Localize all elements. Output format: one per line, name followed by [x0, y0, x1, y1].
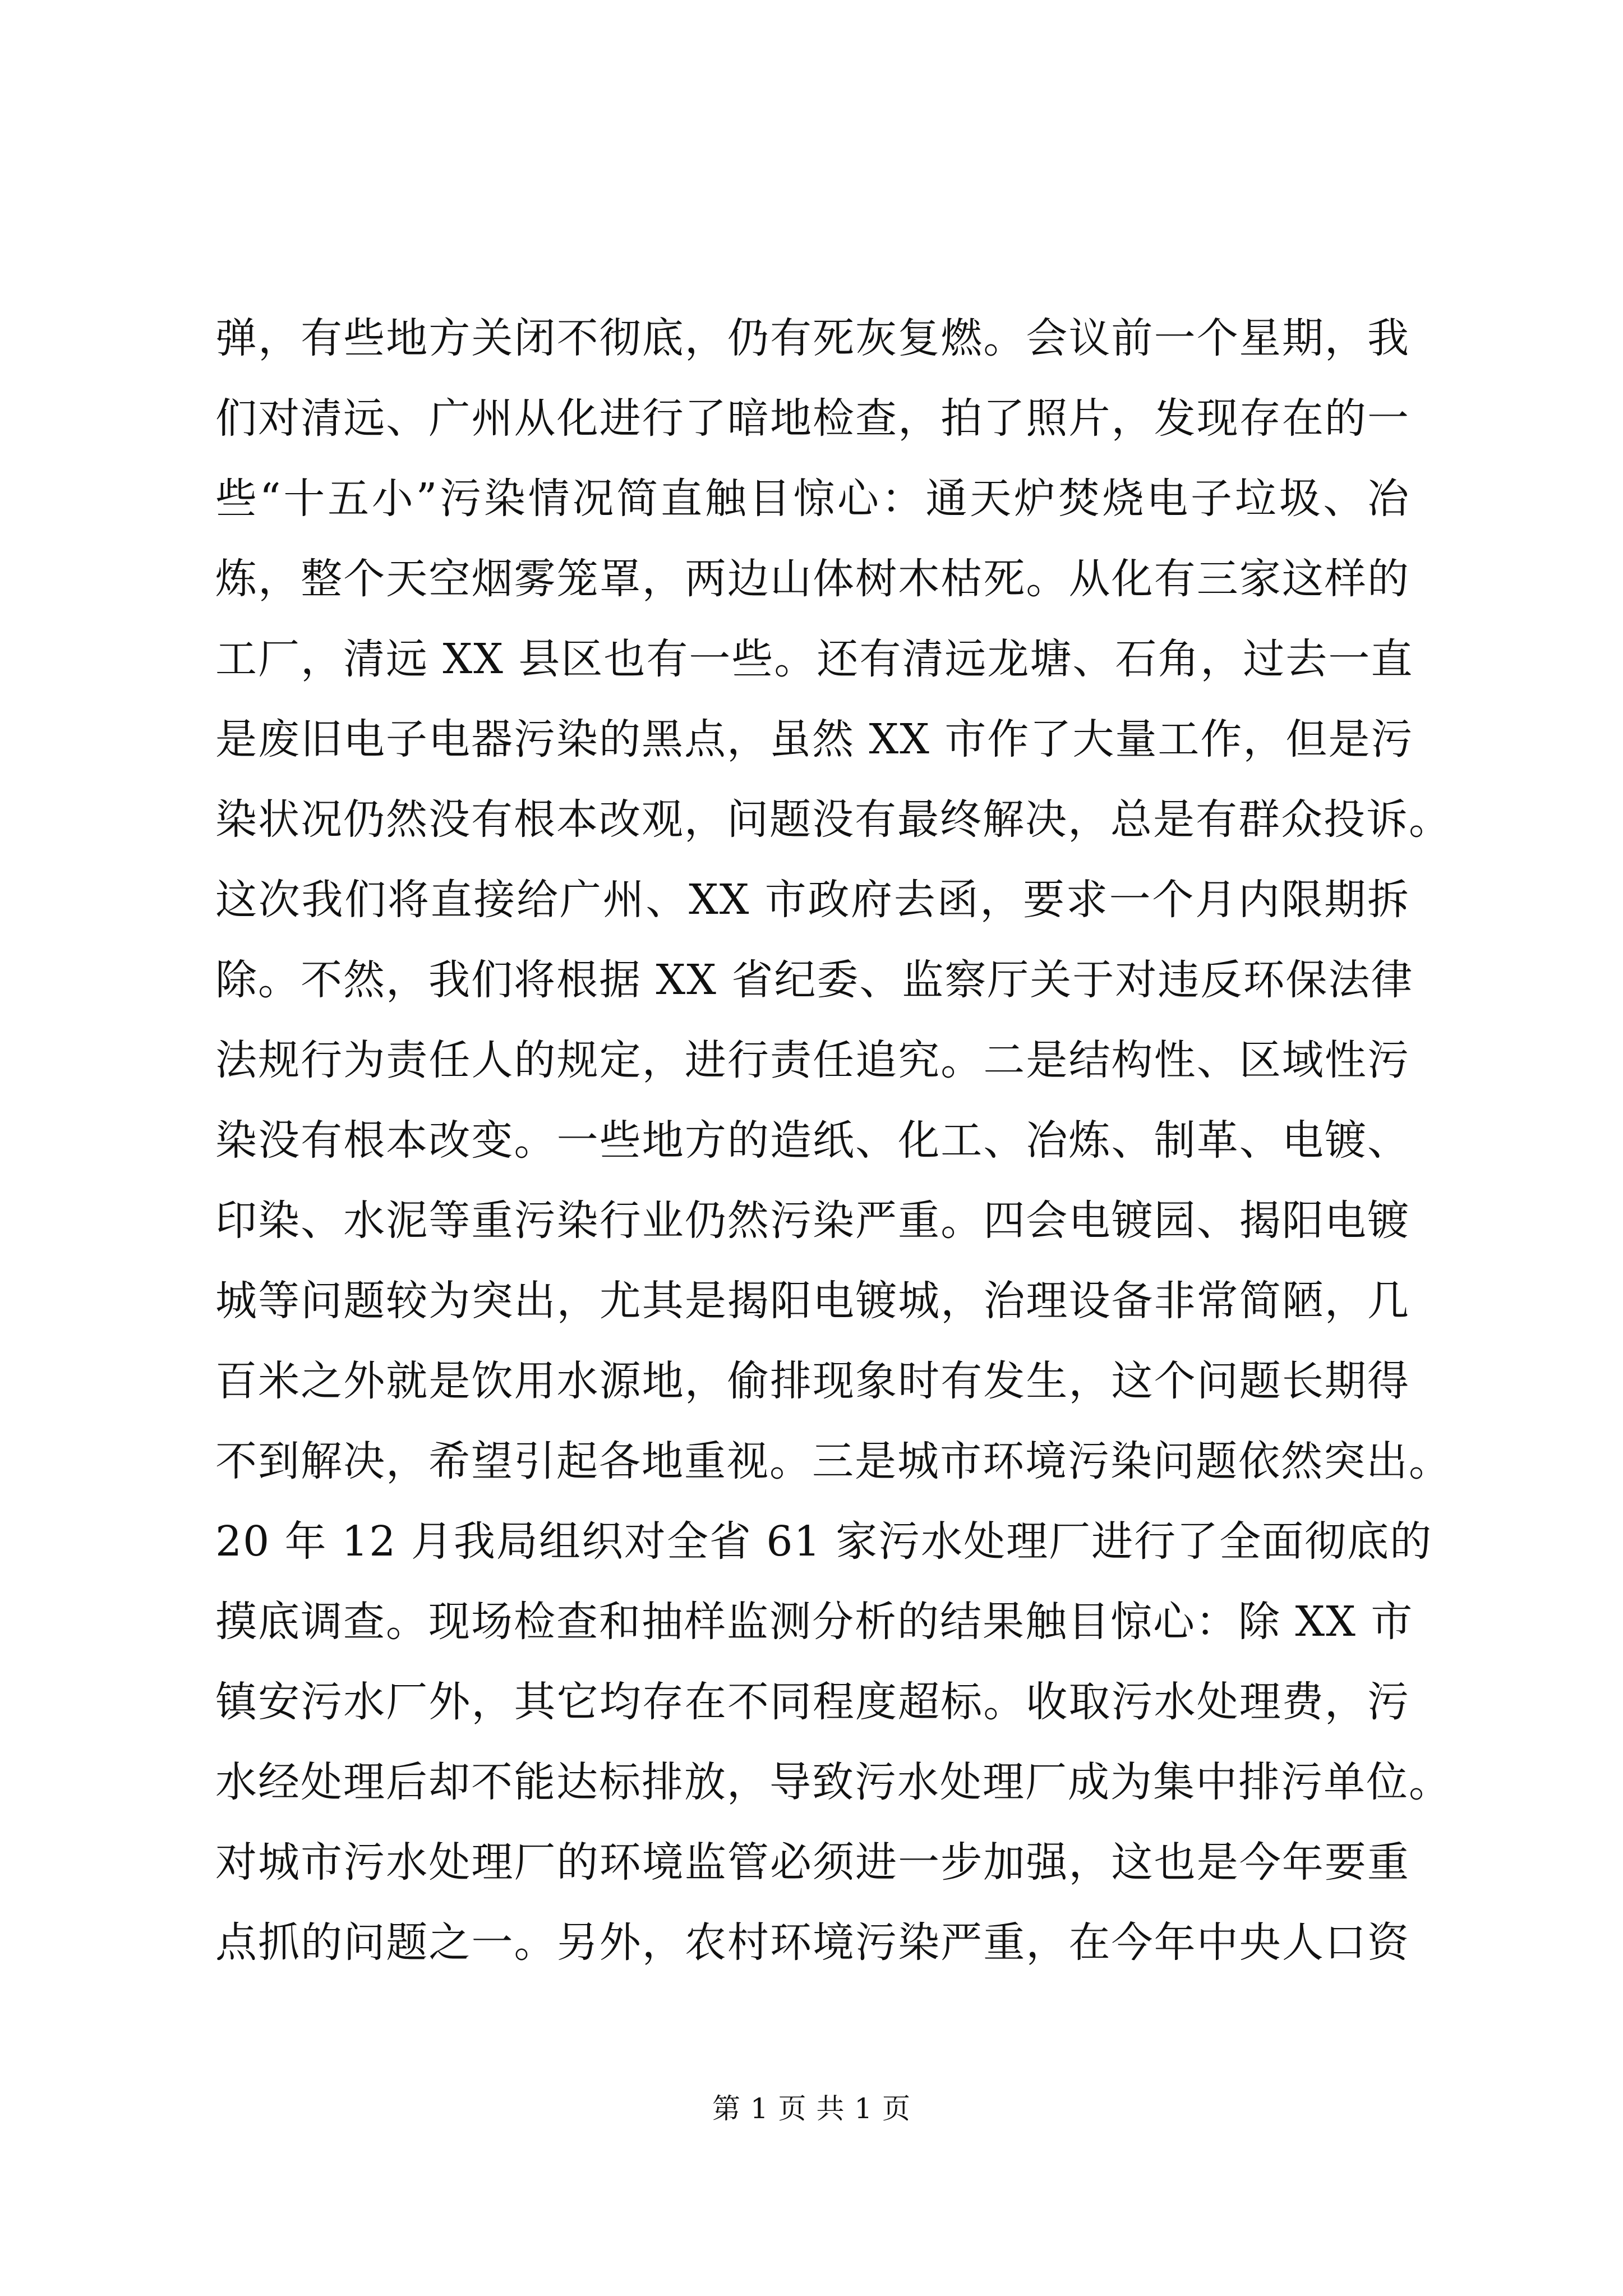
text-line: 炼，整个天空烟雾笼罩，两边山体树木枯死。从化有三家这样的	[215, 555, 1410, 603]
text-line: 城等问题较为突出，尤其是揭阳电镀城，治理设备非常简陋，几	[215, 1277, 1410, 1325]
text-line: 们对清远、广州从化进行了暗地检查，拍了照片，发现存在的一	[215, 394, 1410, 443]
text-line: 染没有根本改变。一些地方的造纸、化工、冶炼、制革、电镀、	[215, 1116, 1410, 1165]
text-line: 染状况仍然没有根本改观，问题没有最终解决，总是有群众投诉。	[215, 795, 1451, 844]
text-line: 水经处理后却不能达标排放，导致污水处理厂成为集中排污单位。	[215, 1758, 1451, 1806]
text-line: 点抓的问题之一。另外，农村环境污染严重，在今年中央人口资	[215, 1918, 1410, 1967]
text-line: 镇安污水厂外，其它均存在不同程度超标。收取污水处理费，污	[215, 1678, 1410, 1726]
text-line: 弹，有些地方关闭不彻底，仍有死灰复燃。会议前一个星期，我	[215, 314, 1410, 362]
text-line: 不到解决，希望引起各地重视。三是城市环境污染问题依然突出。	[215, 1437, 1451, 1485]
body-paragraph	[215, 298, 1451, 1983]
text-line: 这次我们将直接给广州、XX 市政府去函，要求一个月内限期拆	[215, 876, 1410, 924]
text-line: 20 年 12 月我局组织对全省 61 家污水处理厂进行了全面彻底的	[215, 1517, 1433, 1566]
text-line: 法规行为责任人的规定，进行责任追究。二是结构性、区域性污	[215, 1036, 1410, 1084]
text-line: 些“十五小”污染情况简直触目惊心：通天炉焚烧电子垃圾、冶	[215, 475, 1410, 523]
text-line: 对城市污水处理厂的环境监管必须进一步加强，这也是今年要重	[215, 1838, 1410, 1887]
page-footer: 第 1 页 共 1 页	[712, 2092, 911, 2125]
text-line: 百米之外就是饮用水源地，偷排现象时有发生，这个问题长期得	[215, 1357, 1410, 1405]
text-line: 工厂，清远 XX 县区也有一些。还有清远龙塘、石角，过去一直	[215, 635, 1414, 683]
text-line: 除。不然，我们将根据 XX 省纪委、监察厅关于对违反环保法律	[215, 956, 1414, 1004]
text-line: 是废旧电子电器污染的黑点，虽然 XX 市作了大量工作，但是污	[215, 715, 1414, 763]
text-line: 印染、水泥等重污染行业仍然污染严重。四会电镀园、揭阳电镀	[215, 1197, 1410, 1245]
text-line: 摸底调查。现场检查和抽样监测分析的结果触目惊心：除 XX 市	[215, 1598, 1414, 1646]
